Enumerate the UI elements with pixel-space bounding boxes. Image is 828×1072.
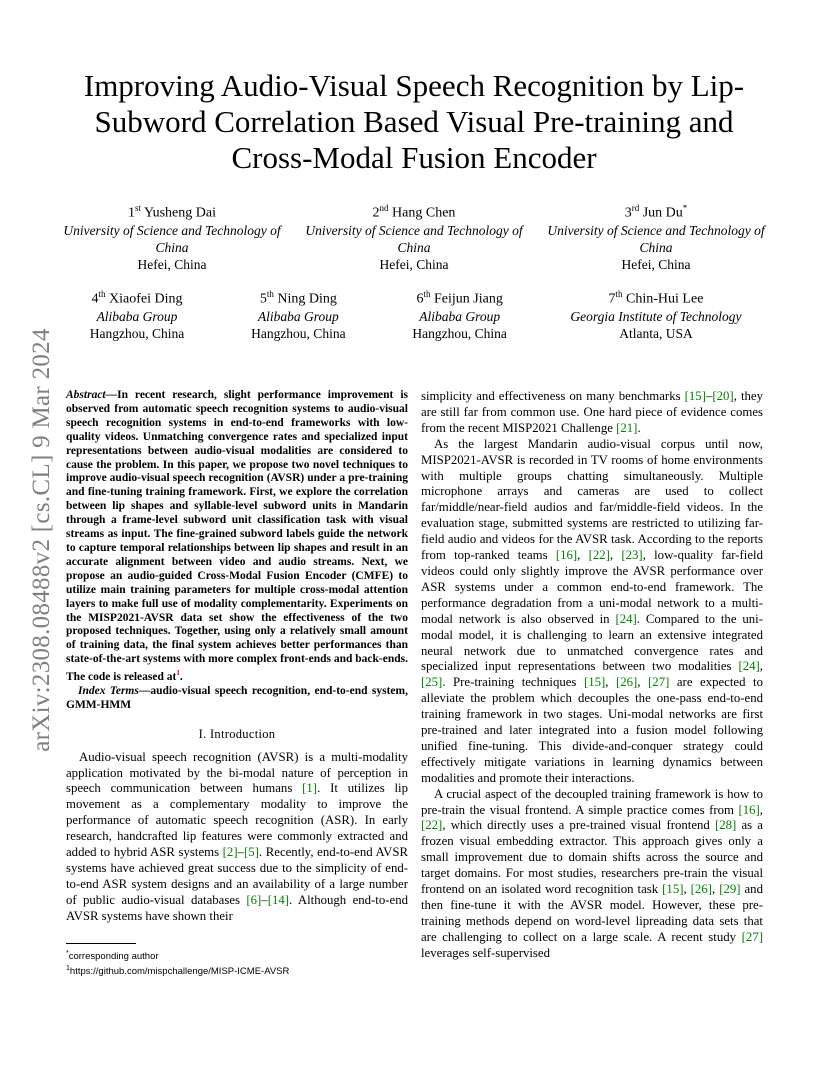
body-text: , <box>577 548 589 563</box>
author-ordinal: 1 <box>128 205 136 221</box>
body-text: , <box>759 659 763 674</box>
body-text: leverages self-supervised <box>421 945 550 960</box>
author-block <box>546 286 766 342</box>
author-block <box>304 200 524 273</box>
corresponding-author-mark: * <box>682 203 688 213</box>
author-ordinal-suffix: nd <box>379 203 389 213</box>
body-text: simplicity and effectiveness on many benchmarks <box>421 389 685 403</box>
citation-link[interactable]: [15] <box>662 882 684 897</box>
author-name: Jun Du <box>642 205 683 221</box>
body-paragraph <box>66 750 408 925</box>
author-ordinal-suffix: st <box>135 203 142 213</box>
author-ordinal-suffix: th <box>266 289 274 299</box>
author-location: Hefei, China <box>137 256 207 272</box>
author-name: Ning Ding <box>277 291 337 307</box>
abstract-label: Abstract <box>66 389 106 401</box>
citation-link[interactable]: [24] <box>738 659 760 674</box>
body-text: – <box>705 389 713 403</box>
author-ordinal: 3 <box>624 205 632 221</box>
author-name: Hang Chen <box>392 205 456 221</box>
citation-link[interactable]: [22] <box>421 818 443 833</box>
author-affiliation: University of Science and Technology of China <box>547 222 765 255</box>
index-terms-text: —audio-visual speech recognition, end-to-end system, GMM-HMM <box>66 684 408 711</box>
footnote <box>66 948 408 963</box>
body-paragraph <box>421 787 763 962</box>
author-name: Feijun Jiang <box>433 291 503 307</box>
author-ordinal: 7 <box>608 291 616 307</box>
body-paragraph <box>421 437 763 787</box>
index-terms <box>66 685 408 713</box>
body-text: , <box>605 675 616 690</box>
citation-link[interactable]: [16] <box>555 548 578 563</box>
author-ordinal-suffix: rd <box>631 203 640 213</box>
body-text: , <box>609 548 622 563</box>
author-block <box>385 286 535 342</box>
body-text: as a frozen visual embedding extractor. This approach gives only a small improvement due to domain shifts across the source and target domains. For most studies, researchers pre-train the visual frontend on an isolated word recognition task <box>421 818 763 897</box>
body-text: , <box>683 882 691 897</box>
body-text: are expected to alleviate the problem which decouples the one-pass end-to-end training framework in two stages. Uni-modal networks are first pre-trained and later integrated into a fusion model following unified fine-tuning. This divide-and-conquer strategy could effectively mitigate variations in learning dynamics between modalities and promote their interactions. <box>421 675 763 785</box>
body-text: . <box>637 420 641 435</box>
author-block <box>62 286 212 342</box>
body-text: , <box>637 675 649 690</box>
citation-link[interactable]: [6] <box>246 892 262 907</box>
footnote-rule <box>66 943 136 944</box>
abstract <box>66 389 408 685</box>
body-text: Audio-visual speech recognition (AVSR) is a multi-modality application motivated by the bi-modal nature of perception in speech communication between humans <box>66 749 408 796</box>
body-text: , they are still far from common use. One hard piece of evidence comes from the recent MISP2021 Challenge <box>421 389 763 435</box>
author-affiliation: Georgia Institute of Technology <box>570 308 742 324</box>
author-ordinal-suffix: th <box>423 289 431 299</box>
author-location: Hangzhou, China <box>412 325 507 341</box>
citation-link[interactable]: [20] <box>712 389 734 403</box>
citation-link[interactable]: [22] <box>588 548 610 563</box>
author-block <box>62 200 282 273</box>
arxiv-id[interactable]: arXiv:2308.08488v2 [cs.CL] 9 Mar 2024 <box>28 328 55 752</box>
author-name: Chin-Hui Lee <box>626 291 704 307</box>
right-column <box>421 389 763 962</box>
footnote-mark: 1 <box>66 964 70 972</box>
author-ordinal: 5 <box>259 291 267 307</box>
left-body <box>66 750 408 925</box>
citation-link[interactable]: [23] <box>621 548 643 563</box>
author-location: Hangzhou, China <box>89 325 185 341</box>
author-location: Hangzhou, China <box>251 325 346 341</box>
body-text: , which directly uses a pre-trained visual frontend <box>442 818 715 833</box>
body-text: – <box>261 892 268 907</box>
citation-link[interactable]: [21] <box>616 420 638 435</box>
author-affiliation: University of Science and Technology of China <box>305 222 523 255</box>
citation-link[interactable]: [25] <box>421 675 443 690</box>
abstract-end: . <box>179 670 183 683</box>
body-text: and then fine-tune it with the AVSR model. However, these pre-training methods depend on word-level lipreading data sets that are challenging to collect on a large scale. A recent study <box>421 882 763 944</box>
right-body <box>421 389 763 962</box>
author-affiliation: Alibaba Group <box>257 308 339 324</box>
body-text: A crucial aspect of the decoupled training framework is how to pre-train the visual frontend. A simple practice comes from <box>421 786 763 817</box>
citation-link[interactable]: [29] <box>719 882 741 897</box>
citation-link[interactable]: [16] <box>738 802 760 817</box>
author-ordinal: 2 <box>372 205 380 221</box>
footnote-link[interactable]: 1 <box>176 669 180 678</box>
body-text: – <box>237 845 244 860</box>
paper-title: Improving Audio-Visual Speech Recognition by Lip-Subword Correlation Based Visual Pre-training and Cross-Modal Fusion Encoder <box>83 68 745 175</box>
authors-row-2 <box>62 286 766 342</box>
author-affiliation: Alibaba Group <box>96 308 178 324</box>
citation-link[interactable]: [15] <box>583 675 606 690</box>
author-ordinal: 6 <box>416 291 424 307</box>
footnote-mark: * <box>66 949 69 957</box>
footnote-url[interactable]: https://github.com/mispchallenge/MISP-ICME-AVSR <box>69 965 290 977</box>
author-location: Hefei, China <box>379 256 449 272</box>
arxiv-sidebar-stamp <box>22 290 62 790</box>
author-ordinal-suffix: th <box>615 289 623 299</box>
body-text: , <box>759 802 763 817</box>
body-text: As the largest Mandarin audio-visual corpus until now, MISP2021-AVSR is recorded in TV rooms of home environments with multiple groups chatting simultaneously. Multiple microphone arrays and cameras are used to collect far/middle/near-field audios and far/middle-field videos. In the evaluation stage, submitted systems are restricted to utilizing far-field audio and videos for the AVSR task. According to the reports from top-ranked teams <box>421 436 763 563</box>
citation-link[interactable]: [14] <box>267 892 290 907</box>
index-terms-label: Index Terms <box>78 684 139 697</box>
body-paragraph <box>421 389 763 437</box>
section-heading: I. Introduction <box>198 726 276 741</box>
citation-link[interactable]: [27] <box>648 675 670 690</box>
author-name: Xiaofei Ding <box>109 291 183 307</box>
authors-row-1 <box>62 200 766 273</box>
body-text: . Pre-training techniques <box>442 675 584 690</box>
footnote-text: corresponding author <box>68 950 159 962</box>
citation-link[interactable]: [2] <box>222 845 238 860</box>
citation-link[interactable]: [26] <box>690 882 712 897</box>
body-text: . It utilizes lip movement as a complementary modality to improve the performance of automatic speech recognition (ASR). In early research, handcrafted lip features were commonly extracted and added to hybrid ASR systems <box>66 781 408 860</box>
body-text: . Recently, end-to-end AVSR systems have achieved great success due to the simplicity of end-to-end ASR system designs and an availability of a large number of public audio-visual databases <box>66 845 408 907</box>
author-block <box>546 200 766 273</box>
citation-link[interactable]: [28] <box>714 818 737 833</box>
body-text: , low-quality far-field videos could only slightly improve the AVSR performance over ASR systems under a common end-to-end framework. The performance degradation from a uni-modal network to a multi-modal network is also observed in <box>421 548 763 626</box>
author-ordinal: 4 <box>91 291 99 307</box>
body-text: . Although end-to-end AVSR systems have shown their <box>66 892 408 923</box>
author-location: Atlanta, USA <box>619 325 693 341</box>
citation-link[interactable]: [26] <box>615 675 638 690</box>
body-text: . Compared to the uni-modal model, it is challenging to learn an extensive integrated neural network due to unmatched convergence rates and specialized input representations between two modalities <box>421 611 763 674</box>
citation-link[interactable]: [24] <box>615 611 637 626</box>
citation-link[interactable]: [1] <box>302 781 318 796</box>
author-block <box>223 286 373 342</box>
body-text: , <box>712 882 720 897</box>
citation-link[interactable]: [15] <box>684 389 706 403</box>
abstract-text: —In recent research, slight performance improvement is observed from automatic speech recognition systems to audio-visual speech recognition systems in end-to-end frameworks with low-quality videos. Unmatching convergence rates and specialized input representations between audio-visual modalities are considered to cause the problem. In this paper, we propose two novel techniques to improve audio-visual speech recognition (AVSR) under a pre-training and fine-tuning training framework. First, we explore the correlation between lip shapes and syllable-level subword units in Mandarin through a frame-level subword unit classification task with visual streams as input. The fine-grained subword labels guide the network to capture temporal relationships between lip shapes and result in an accurate alignment between video and audio streams. Next, we propose an audio-guided Cross-Modal Fusion Encoder (CMFE) to utilize main training parameters for multiple cross-modal attention layers to make full use of modality complementarity. Experiments on the MISP2021-AVSR data set show the effectiveness of the two proposed techniques. Together, using only a relatively small amount of training data, the final system achieves better performances than state-of-the-art systems with more complex front-ends and back-ends. The code is released at <box>66 389 408 683</box>
author-affiliation: Alibaba Group <box>419 308 501 324</box>
citation-link[interactable]: [5] <box>244 845 259 860</box>
author-name: Yusheng Dai <box>144 205 216 221</box>
author-ordinal-suffix: th <box>98 289 106 299</box>
citation-link[interactable]: [27] <box>741 929 763 944</box>
author-affiliation: University of Science and Technology of China <box>63 222 281 255</box>
left-column <box>66 389 408 978</box>
footnote <box>66 963 408 978</box>
author-location: Hefei, China <box>621 256 691 272</box>
